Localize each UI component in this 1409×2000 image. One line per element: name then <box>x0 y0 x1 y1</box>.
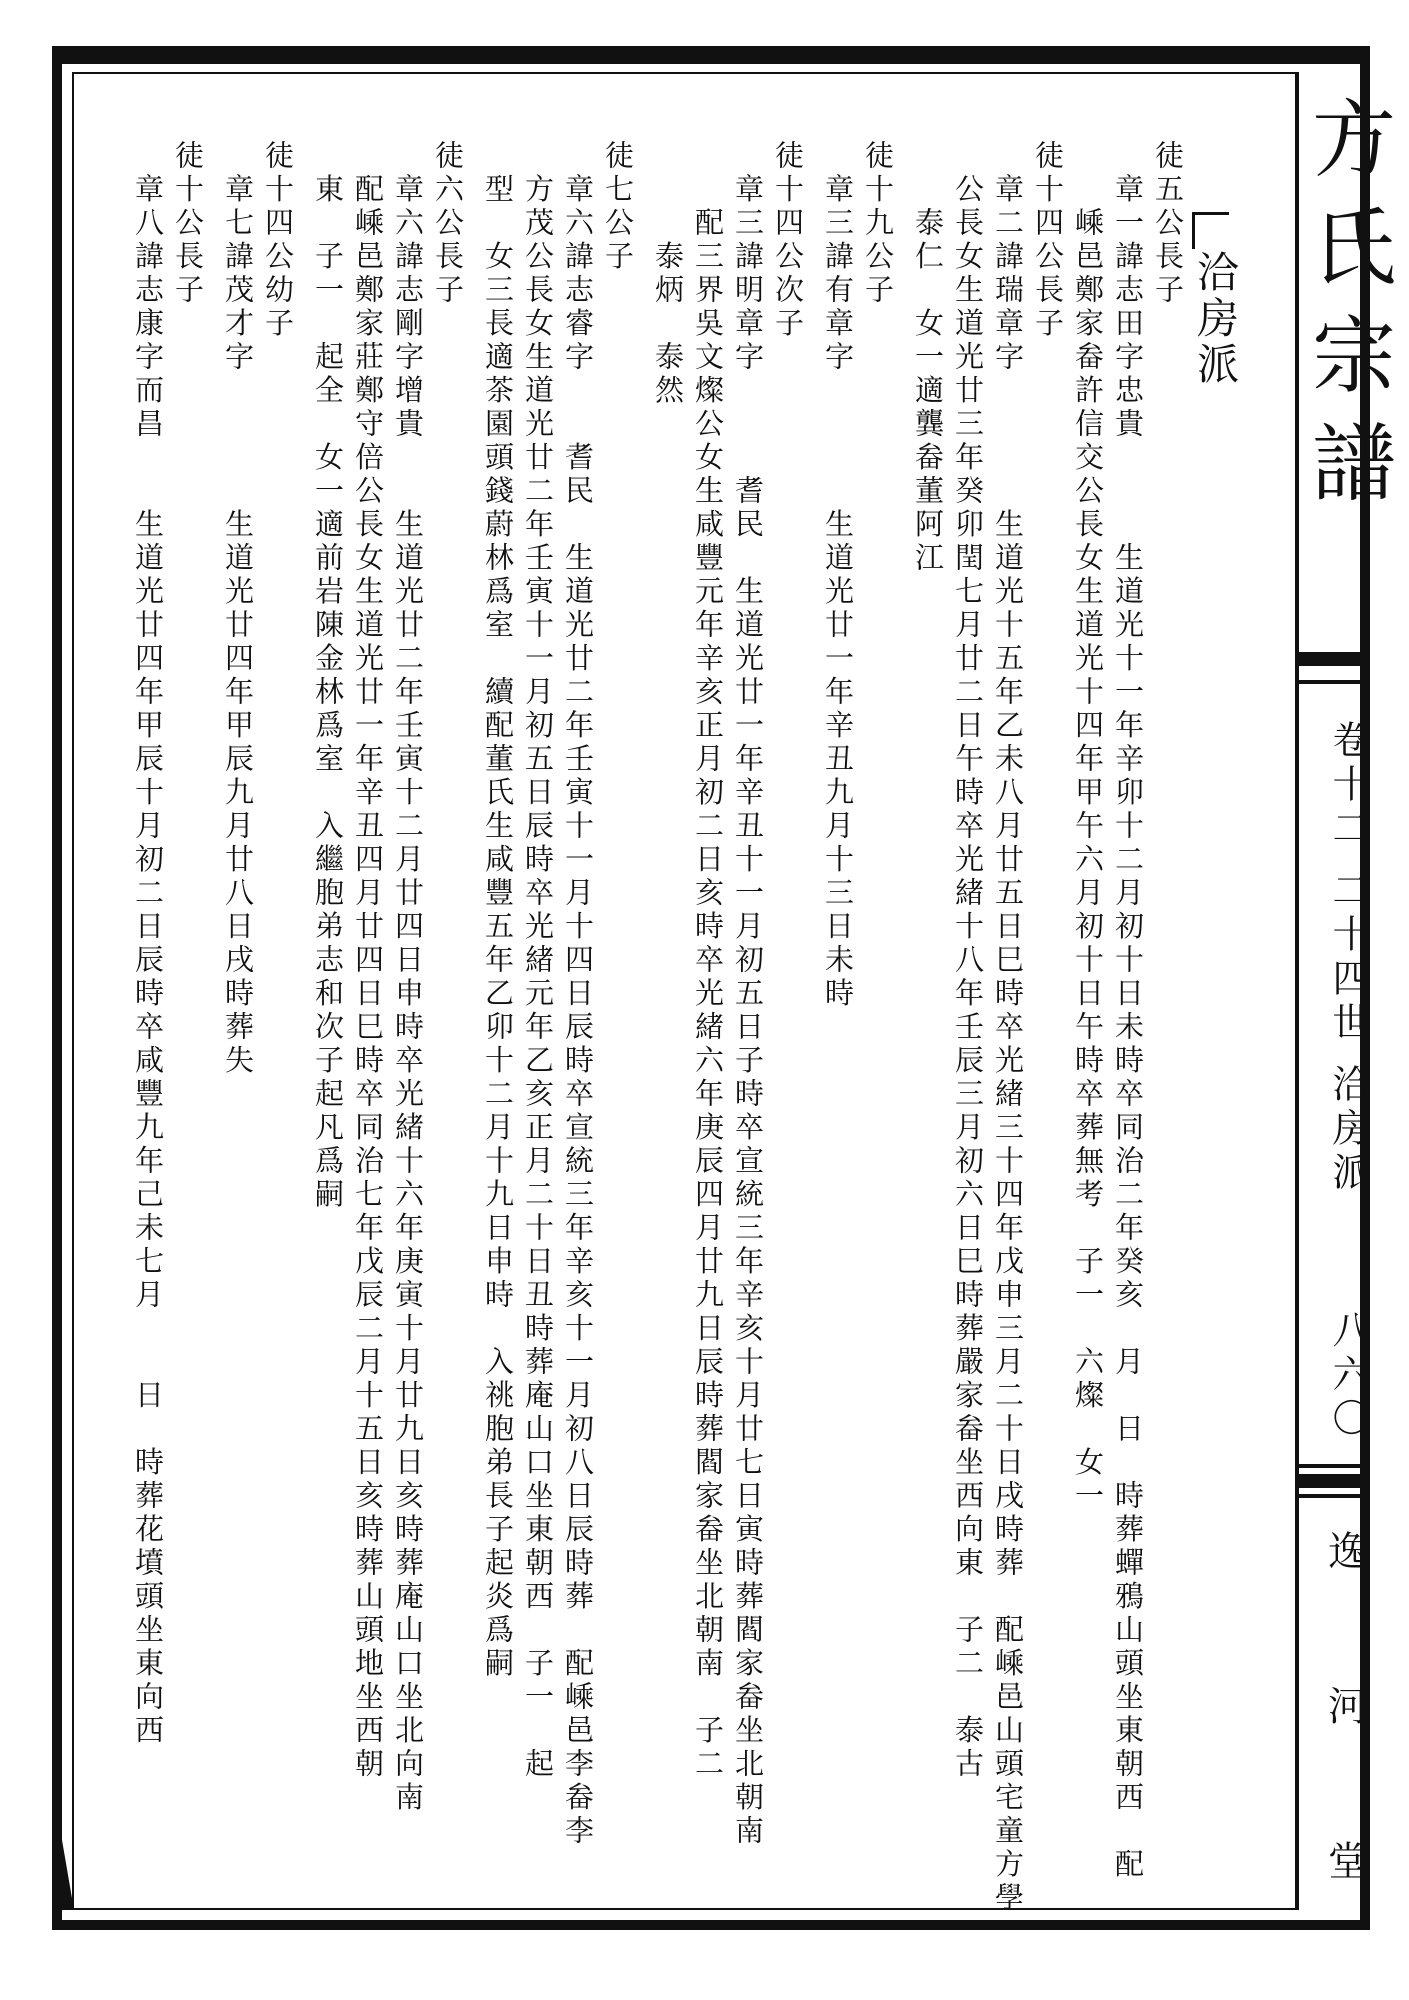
text-column: 泰仁 女一適龔畚董阿江 <box>911 140 945 576</box>
hall-char-3: 堂 <box>1328 1839 1368 1885</box>
title-char-4: 譜 <box>1311 415 1396 513</box>
text-column: 東 子一 起全 女一適前岩陳金林爲室 入繼胞弟志和次子起凡爲嗣 <box>311 140 345 1212</box>
text-column: 徒十四公長子 <box>1031 140 1065 341</box>
hall-rule-thin <box>1299 1464 1370 1468</box>
text-column: 型 女三長適茶園頭錢蔚林爲室 續配董氏生咸豐五年乙卯十二月十九日申時 入祧胞弟長子起炎爲嗣 <box>481 140 515 1681</box>
text-column: 章二諱瑞章字 生道光十五年乙未八月廿五日巳時卒光緒三十四年戊申三月二十日戌時葬 配嵊邑山頭宅童方學 <box>991 140 1025 1916</box>
title-divider <box>1297 72 1299 1910</box>
title-rule-thick <box>1299 652 1370 666</box>
text-column: 章一諱志田字忠貴 生道光十一年辛卯十二月初十日未時卒同治二年癸亥 月 日 時葬蟬鴉山頭坐東朝西 配 <box>1111 140 1145 1882</box>
text-column: 配三界吳文燦公女生咸豐元年辛亥正月初二日亥時卒光緒六年庚辰四月廿九日辰時葬閻家畚坐北朝南 子二 <box>691 140 725 1782</box>
text-column: 方茂公長女生道光廿二年壬寅十一月初五日辰時卒光緒元年乙亥正月二十日丑時葬庵山口坐東朝西 子一 起 <box>521 140 555 1782</box>
text-column: 章七諱茂才字 生道光廿四年甲辰九月廿八日戌時葬失 <box>221 140 255 1078</box>
text-column: 徒六公長子 <box>431 140 465 308</box>
text-column: 公長女生道光廿三年癸卯閏七月廿二日午時卒光緒十八年壬辰三月初六日巳時葬嚴家畚坐西向東 子二 泰古 <box>951 140 985 1782</box>
section-mark-icon <box>1192 212 1229 249</box>
text-column: 泰炳 泰然 <box>651 140 685 408</box>
text-column: 徒十公長子 <box>171 140 205 308</box>
text-column: 嵊邑鄭家畚許信交公長女生道光十四年甲午六月初十日午時卒葬無考 子一 六燦 女一 <box>1071 140 1105 1514</box>
hall-rule-thin-2 <box>1299 1494 1370 1498</box>
text-column: 徒十四公次子 <box>771 140 805 341</box>
text-column: 配嵊邑鄭家莊鄭守倍公長女生道光廿一年辛丑四月廿四日巳時卒同治七年戊辰二月十五日亥時葬山頭地坐西朝 <box>351 140 385 1782</box>
hall-char-1: 逸 <box>1328 1529 1368 1575</box>
volume-line: 卷十二 二十四世 洽房派 <box>1326 720 1370 1197</box>
title-char-3: 宗 <box>1311 307 1396 405</box>
text-column: 章三諱明章字 耆民 生道光廿一年辛丑十一月初五日子時卒宣統三年辛亥十月廿七日寅時葬閻家畚坐北朝南 <box>731 140 765 1849</box>
text-column: 徒十四公幼子 <box>261 140 295 341</box>
text-column: 徒七公子 <box>601 140 635 274</box>
text-column: 章三諱有章字 生道光廿一年辛丑九月十三日未時 <box>821 140 855 1011</box>
title-char-2: 氏 <box>1311 199 1396 297</box>
section-title: 洽房派 <box>1191 250 1240 388</box>
text-column: 章六諱志剛字增貴 生道光廿二年壬寅十二月廿四日申時卒光緒十六年庚寅十月廿九日亥時葬庵山口坐北向南 <box>391 140 425 1815</box>
page-number: 八六〇 <box>1326 1310 1370 1442</box>
title-rule-thin <box>1299 680 1370 684</box>
text-column: 章六諱志睿字 耆民 生道光廿二年壬寅十一月十四日辰時卒宣統三年辛亥十一月初八日辰時葬 配嵊邑李畚李 <box>561 140 595 1849</box>
text-column: 徒十九公子 <box>861 140 895 308</box>
hall-rule-thick <box>1299 1474 1370 1488</box>
hall-char-2: 河 <box>1328 1684 1368 1730</box>
text-column: 章八諱志康字而昌 生道光廿四年甲辰十月初二日辰時卒咸豐九年己未七月 日 時葬花墳頭坐東向西 <box>131 140 165 1748</box>
frame-corner <box>62 1840 74 1910</box>
title-char-1: 方 <box>1311 91 1396 189</box>
text-column: 徒五公長子 <box>1151 140 1185 308</box>
